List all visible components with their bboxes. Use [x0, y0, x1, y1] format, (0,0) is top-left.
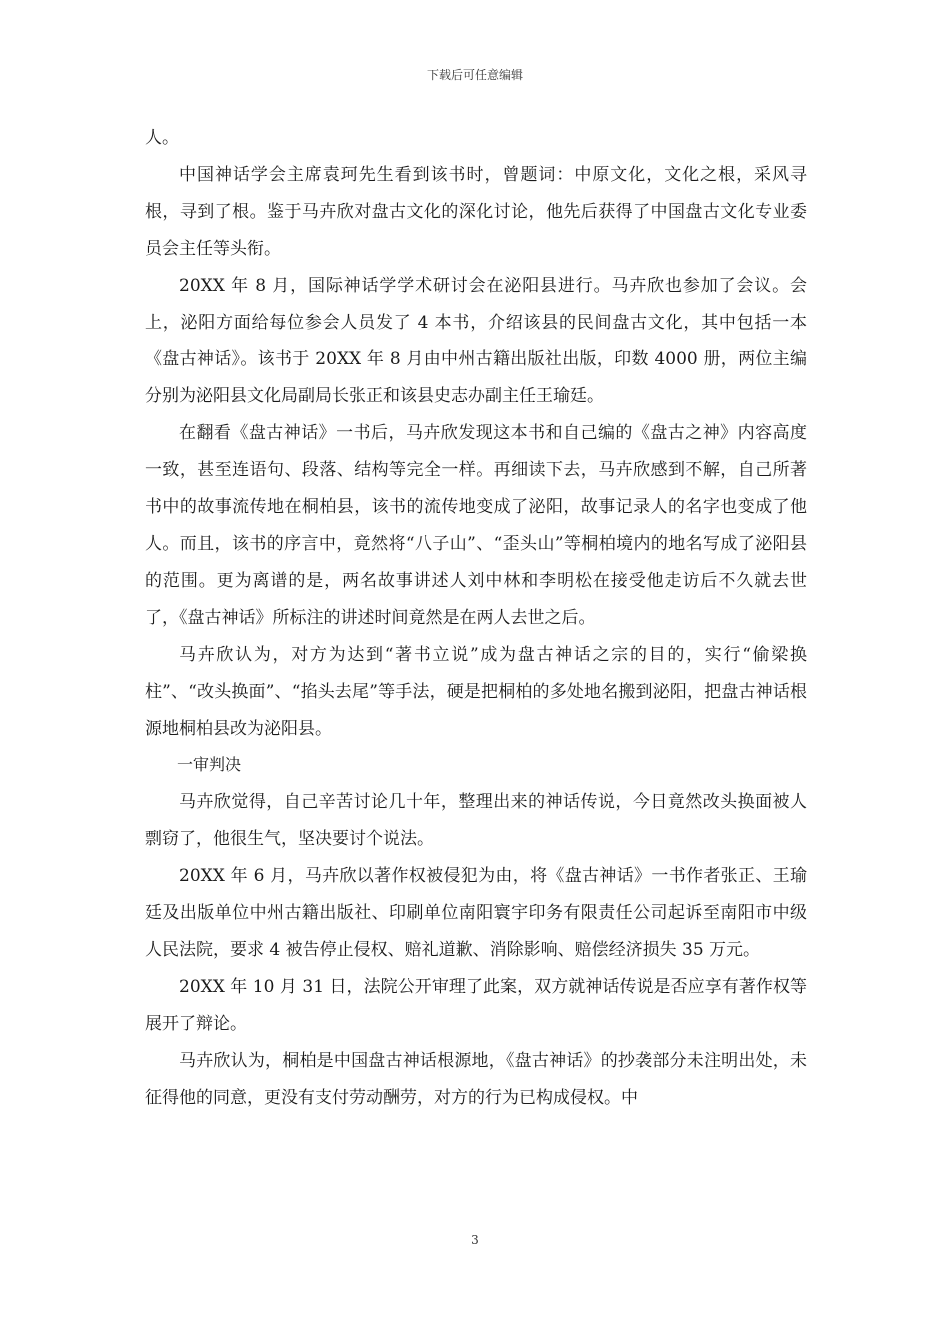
paragraph-yuan-ke: 中国神话学会主席袁珂先生看到该书时，曾题词：中原文化，文化之根，采风寻根，寻到了根。鉴于马卉欣对盘古文化的深化讨论，他先后获得了中国盘古文化专业委员会主任等头衔。 [145, 164, 807, 259]
paragraph-accusation: 马卉欣认为，对方为达到“著书立说”成为盘古神话之宗的目的，实行“偷梁换柱”、“改头换面”、“掐头去尾”等手法，硬是把桐柏的多处地名搬到泌阳，把盘古神话根源地桐柏县改为泌阳县。 [145, 644, 807, 739]
paragraph-continuation: 人。 [145, 128, 179, 148]
paragraph-lawsuit: 20XX 年 6 月，马卉欣以著作权被侵犯为由，将《盘古神话》一书作者张正、王瑜廷及出版单位中州古籍出版社、印刷单位南阳寰宇印务有限责任公司起诉至南阳市中级人民法院，要求 4 被告停止侵权、赔礼道歉、消除影响、赔偿经济损失 35 万元。 [145, 866, 807, 960]
paragraph-hearing: 20XX 年 10 月 31 日，法院公开审理了此案，双方就神话传说是否应享有著作权等展开了辩论。 [145, 976, 807, 1034]
page-number: 3 [471, 1233, 479, 1247]
paragraph-anger: 马卉欣觉得，自己辛苦讨论几十年，整理出来的神话传说，今日竟然改头换面被人剽窃了，他很生气，坚决要讨个说法。 [145, 792, 807, 850]
page-header: 下载后可任意编辑 [426, 68, 523, 82]
section-heading-first-trial: 一审判决 [177, 755, 242, 775]
document-body [145, 120, 807, 1116]
paragraph-discovery: 在翻看《盘古神话》一书后，马卉欣发现这本书和自己编的《盘古之神》内容高度一致，甚至连语句、段落、结构等完全一样。再细读下去，马卉欣感到不解，自己所著书中的故事流传地在桐柏县，该书的流传地变成了泌阳，故事记录人的名字也变成了他人。而且，该书的序言中，竟然将“八子山”、“歪头山”等桐柏境内的地名写成了泌阳县的范围。更为离谱的是，两名故事讲述人刘中林和李明松在接受他走访后不久就去世了，《盘古神话》所标注的讲述时间竟然是在两人去世之后。 [145, 423, 807, 628]
paragraph-argument: 马卉欣认为，桐柏是中国盘古神话根源地，《盘古神话》的抄袭部分未注明出处，未征得他的同意，更没有支付劳动酬劳，对方的行为已构成侵权。中 [145, 1050, 807, 1108]
paragraph-symposium: 20XX 年 8 月，国际神话学学术研讨会在泌阳县进行。马卉欣也参加了会议。会上，泌阳方面给每位参会人员发了 4 本书，介绍该县的民间盘古文化，其中包括一本《盘古神话》。该书于 20XX 年 8 月由中州古籍出版社出版，印数 4000 册，两位主编分别为泌阳县文化局副局长张正和该县史志办副主任王瑜廷。 [145, 275, 807, 407]
